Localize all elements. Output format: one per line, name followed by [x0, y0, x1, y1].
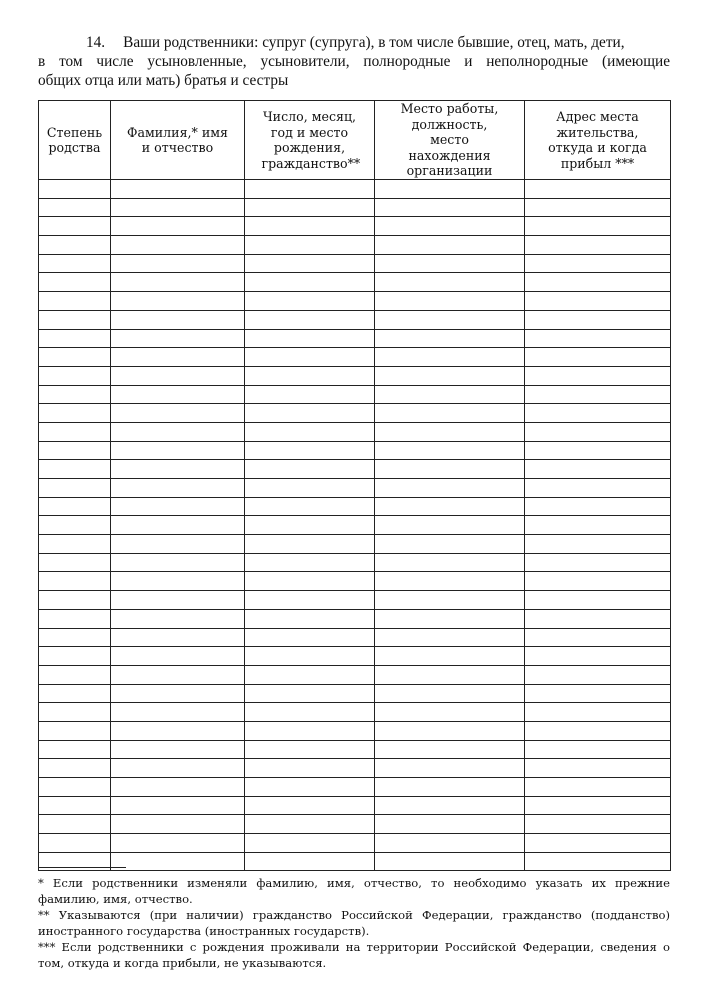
relatives-table: [38, 100, 671, 871]
table-cell[interactable]: [375, 441, 525, 460]
table-row: [39, 778, 671, 797]
table-row: [39, 292, 671, 311]
table-cell[interactable]: [39, 628, 111, 647]
table-cell[interactable]: [375, 497, 525, 516]
table-row: [39, 366, 671, 385]
table-cell[interactable]: [245, 460, 375, 479]
table-cell[interactable]: [245, 180, 375, 199]
table-cell[interactable]: [525, 703, 671, 722]
table-cell[interactable]: [375, 460, 525, 479]
table-row: [39, 815, 671, 834]
table-cell[interactable]: [375, 740, 525, 759]
column-header-workplace: Место работы, должность, место нахождения организации: [375, 101, 525, 180]
table-cell[interactable]: [375, 348, 525, 367]
table-cell[interactable]: [245, 535, 375, 554]
table-cell[interactable]: [245, 721, 375, 740]
footnotes: [38, 875, 670, 971]
table-cell[interactable]: [245, 516, 375, 535]
table-cell[interactable]: [245, 740, 375, 759]
table-cell[interactable]: [525, 572, 671, 591]
table-cell[interactable]: [375, 254, 525, 273]
table-header-row: [39, 101, 671, 180]
table-cell[interactable]: [39, 684, 111, 703]
table-cell[interactable]: [375, 198, 525, 217]
table-cell[interactable]: [111, 273, 245, 292]
table-cell[interactable]: [375, 721, 525, 740]
table-row: [39, 834, 671, 853]
table-row: [39, 198, 671, 217]
table-row: [39, 647, 671, 666]
table-cell[interactable]: [111, 647, 245, 666]
table-row: [39, 516, 671, 535]
table-cell[interactable]: [375, 647, 525, 666]
table-cell[interactable]: [525, 684, 671, 703]
table-row: [39, 273, 671, 292]
table-cell[interactable]: [525, 815, 671, 834]
table-cell[interactable]: [375, 535, 525, 554]
table-cell[interactable]: [525, 497, 671, 516]
table-row: [39, 348, 671, 367]
table-cell[interactable]: [245, 834, 375, 853]
table-cell[interactable]: [39, 759, 111, 778]
table-cell[interactable]: [525, 516, 671, 535]
table-cell[interactable]: [245, 591, 375, 610]
table-cell[interactable]: [245, 665, 375, 684]
question-text-line-2: в том числе усыновленные, усыновители, полнородные и неполнородные (имеющие: [38, 53, 670, 70]
table-cell[interactable]: [39, 404, 111, 423]
table-cell[interactable]: [111, 834, 245, 853]
table-cell[interactable]: [245, 553, 375, 572]
table-row: [39, 497, 671, 516]
table-cell[interactable]: [375, 553, 525, 572]
table-row: [39, 572, 671, 591]
table-cell[interactable]: [111, 441, 245, 460]
table-cell[interactable]: [375, 703, 525, 722]
table-cell[interactable]: [39, 721, 111, 740]
table-cell[interactable]: [525, 591, 671, 610]
table-cell[interactable]: [39, 553, 111, 572]
table-cell[interactable]: [39, 740, 111, 759]
table-cell[interactable]: [245, 815, 375, 834]
table-cell[interactable]: [375, 329, 525, 348]
table-cell[interactable]: [245, 479, 375, 498]
table-cell[interactable]: [525, 834, 671, 853]
table-cell[interactable]: [375, 852, 525, 871]
table-cell[interactable]: [111, 404, 245, 423]
table-cell[interactable]: [525, 366, 671, 385]
table-cell[interactable]: [245, 273, 375, 292]
table-cell[interactable]: [525, 310, 671, 329]
table-cell[interactable]: [245, 572, 375, 591]
table-cell[interactable]: [111, 198, 245, 217]
table-cell[interactable]: [245, 796, 375, 815]
table-cell[interactable]: [111, 703, 245, 722]
table-cell[interactable]: [525, 441, 671, 460]
table-cell[interactable]: [111, 180, 245, 199]
table-row: [39, 479, 671, 498]
table-cell[interactable]: [525, 759, 671, 778]
table-cell[interactable]: [375, 591, 525, 610]
table-cell[interactable]: [375, 778, 525, 797]
table-cell[interactable]: [525, 385, 671, 404]
table-cell[interactable]: [111, 479, 245, 498]
table-cell[interactable]: [525, 628, 671, 647]
table-cell[interactable]: [39, 516, 111, 535]
table-row: [39, 665, 671, 684]
table-cell[interactable]: [245, 647, 375, 666]
table-cell[interactable]: [111, 740, 245, 759]
table-cell[interactable]: [525, 329, 671, 348]
table-cell[interactable]: [525, 535, 671, 554]
table-cell[interactable]: [375, 479, 525, 498]
table-row: [39, 609, 671, 628]
table-cell[interactable]: [39, 479, 111, 498]
table-row: [39, 236, 671, 255]
table-cell[interactable]: [375, 217, 525, 236]
table-row: [39, 254, 671, 273]
table-cell[interactable]: [375, 759, 525, 778]
table-cell[interactable]: [39, 609, 111, 628]
table-cell[interactable]: [111, 684, 245, 703]
table-cell[interactable]: [111, 535, 245, 554]
table-cell[interactable]: [375, 834, 525, 853]
column-header-relation: Степень родства: [39, 101, 111, 180]
table-cell[interactable]: [245, 778, 375, 797]
table-cell[interactable]: [245, 609, 375, 628]
table-row: [39, 310, 671, 329]
table-cell[interactable]: [375, 273, 525, 292]
table-cell[interactable]: [111, 310, 245, 329]
table-row: [39, 422, 671, 441]
table-cell[interactable]: [111, 422, 245, 441]
question-text-line-3: общих отца или мать) братья и сестры: [38, 72, 289, 89]
table-cell[interactable]: [39, 273, 111, 292]
table-cell[interactable]: [525, 236, 671, 255]
table-cell[interactable]: [525, 778, 671, 797]
table-cell[interactable]: [245, 310, 375, 329]
table-row: [39, 740, 671, 759]
footnote-2: ** Указываются (при наличии) гражданство Российской Федерации, гражданство (подданство) иностранного государства (иностранных государств).: [38, 908, 670, 938]
table-cell[interactable]: [111, 553, 245, 572]
column-header-full-name: Фамилия,* имя и отчество: [111, 101, 245, 180]
table-cell[interactable]: [375, 404, 525, 423]
question-heading: [38, 33, 670, 90]
table-cell[interactable]: [39, 778, 111, 797]
table-cell[interactable]: [525, 422, 671, 441]
table-cell[interactable]: [111, 778, 245, 797]
table-cell[interactable]: [39, 329, 111, 348]
table-cell[interactable]: [375, 628, 525, 647]
table-cell[interactable]: [39, 348, 111, 367]
table-cell[interactable]: [111, 348, 245, 367]
table-cell[interactable]: [111, 254, 245, 273]
table-cell[interactable]: [375, 516, 525, 535]
table-cell[interactable]: [111, 385, 245, 404]
table-cell[interactable]: [245, 329, 375, 348]
table-cell[interactable]: [375, 815, 525, 834]
table-cell[interactable]: [39, 796, 111, 815]
table-cell[interactable]: [245, 217, 375, 236]
table-body: [39, 180, 671, 871]
table-cell[interactable]: [111, 591, 245, 610]
table-cell[interactable]: [375, 310, 525, 329]
table-cell[interactable]: [39, 385, 111, 404]
table-cell[interactable]: [39, 422, 111, 441]
table-cell[interactable]: [525, 740, 671, 759]
table-cell[interactable]: [375, 796, 525, 815]
table-cell[interactable]: [111, 516, 245, 535]
table-cell[interactable]: [525, 796, 671, 815]
table-row: [39, 591, 671, 610]
table-cell[interactable]: [111, 292, 245, 311]
table-row: [39, 404, 671, 423]
table-row: [39, 180, 671, 199]
footnote-3: *** Если родственники с рождения проживали на территории Российской Федерации, сведения о том, откуда и когда прибыли, не указываются.: [38, 940, 670, 970]
table-cell[interactable]: [245, 404, 375, 423]
table-row: [39, 553, 671, 572]
table-cell[interactable]: [39, 254, 111, 273]
column-header-address: Адрес места жительства, откуда и когда прибыл ***: [525, 101, 671, 180]
table-cell[interactable]: [245, 254, 375, 273]
table-cell[interactable]: [525, 721, 671, 740]
table-cell[interactable]: [525, 553, 671, 572]
table-cell[interactable]: [39, 310, 111, 329]
table-cell[interactable]: [525, 273, 671, 292]
table-cell[interactable]: [245, 759, 375, 778]
table-cell[interactable]: [39, 834, 111, 853]
table-cell[interactable]: [111, 236, 245, 255]
table-cell[interactable]: [525, 217, 671, 236]
table-row: [39, 721, 671, 740]
table-cell[interactable]: [525, 479, 671, 498]
table-cell[interactable]: [39, 460, 111, 479]
table-cell[interactable]: [525, 647, 671, 666]
table-cell[interactable]: [39, 292, 111, 311]
table-cell[interactable]: [245, 497, 375, 516]
table-cell[interactable]: [375, 292, 525, 311]
table-cell[interactable]: [245, 385, 375, 404]
table-cell[interactable]: [39, 441, 111, 460]
table-cell[interactable]: [375, 385, 525, 404]
table-cell[interactable]: [39, 236, 111, 255]
table-cell[interactable]: [375, 684, 525, 703]
table-cell[interactable]: [111, 815, 245, 834]
table-cell[interactable]: [111, 609, 245, 628]
table-cell[interactable]: [39, 497, 111, 516]
table-row: [39, 703, 671, 722]
table-cell[interactable]: [39, 647, 111, 666]
table-cell[interactable]: [245, 441, 375, 460]
table-cell[interactable]: [111, 796, 245, 815]
table-cell[interactable]: [39, 535, 111, 554]
table-cell[interactable]: [525, 198, 671, 217]
table-cell[interactable]: [375, 609, 525, 628]
table-cell[interactable]: [39, 217, 111, 236]
table-cell[interactable]: [111, 721, 245, 740]
question-text-line-1: Ваши родственники: супруг (супруга), в том числе бывшие, отец, мать, дети,: [123, 34, 625, 51]
table-cell[interactable]: [245, 422, 375, 441]
table-cell[interactable]: [245, 198, 375, 217]
table-cell[interactable]: [111, 665, 245, 684]
table-cell[interactable]: [245, 236, 375, 255]
table-row: [39, 441, 671, 460]
table-cell[interactable]: [39, 852, 111, 871]
table-row: [39, 385, 671, 404]
table-cell[interactable]: [375, 665, 525, 684]
table-cell[interactable]: [111, 759, 245, 778]
table-cell[interactable]: [245, 703, 375, 722]
footnote-separator: [38, 867, 126, 868]
table-cell[interactable]: [111, 628, 245, 647]
table-cell[interactable]: [245, 852, 375, 871]
table-row: [39, 796, 671, 815]
table-row: [39, 684, 671, 703]
table-cell[interactable]: [39, 198, 111, 217]
table-cell[interactable]: [525, 254, 671, 273]
table-cell[interactable]: [525, 348, 671, 367]
table-cell[interactable]: [525, 180, 671, 199]
table-row: [39, 628, 671, 647]
column-header-birth: Число, месяц, год и место рождения, гражданство**: [245, 101, 375, 180]
table-cell[interactable]: [39, 180, 111, 199]
question-number: 14.: [86, 34, 106, 51]
table-cell[interactable]: [245, 292, 375, 311]
table-cell[interactable]: [39, 572, 111, 591]
table-cell[interactable]: [111, 852, 245, 871]
table-row: [39, 329, 671, 348]
table-cell[interactable]: [525, 609, 671, 628]
table-cell[interactable]: [375, 180, 525, 199]
table-row: [39, 217, 671, 236]
table-cell[interactable]: [111, 572, 245, 591]
table-cell[interactable]: [39, 703, 111, 722]
table-cell[interactable]: [39, 591, 111, 610]
table-cell[interactable]: [39, 366, 111, 385]
table-cell[interactable]: [525, 460, 671, 479]
table-cell[interactable]: [375, 572, 525, 591]
table-cell[interactable]: [525, 404, 671, 423]
table-row: [39, 535, 671, 554]
table-cell[interactable]: [245, 628, 375, 647]
table-cell[interactable]: [375, 422, 525, 441]
footnote-1: * Если родственники изменяли фамилию, имя, отчество, то необходимо указать их прежние фамилию, имя, отчество.: [38, 876, 670, 906]
table-cell[interactable]: [525, 292, 671, 311]
table-cell[interactable]: [525, 665, 671, 684]
table-cell[interactable]: [245, 348, 375, 367]
table-cell[interactable]: [375, 366, 525, 385]
table-row: [39, 852, 671, 871]
table-cell[interactable]: [111, 497, 245, 516]
table-row: [39, 759, 671, 778]
table-cell[interactable]: [111, 366, 245, 385]
table-row: [39, 460, 671, 479]
table-cell[interactable]: [245, 366, 375, 385]
table-cell[interactable]: [111, 217, 245, 236]
table-cell[interactable]: [111, 329, 245, 348]
table-cell[interactable]: [111, 460, 245, 479]
table-cell[interactable]: [39, 815, 111, 834]
table-cell[interactable]: [375, 236, 525, 255]
table-cell[interactable]: [39, 665, 111, 684]
table-cell[interactable]: [245, 684, 375, 703]
table-cell[interactable]: [525, 852, 671, 871]
